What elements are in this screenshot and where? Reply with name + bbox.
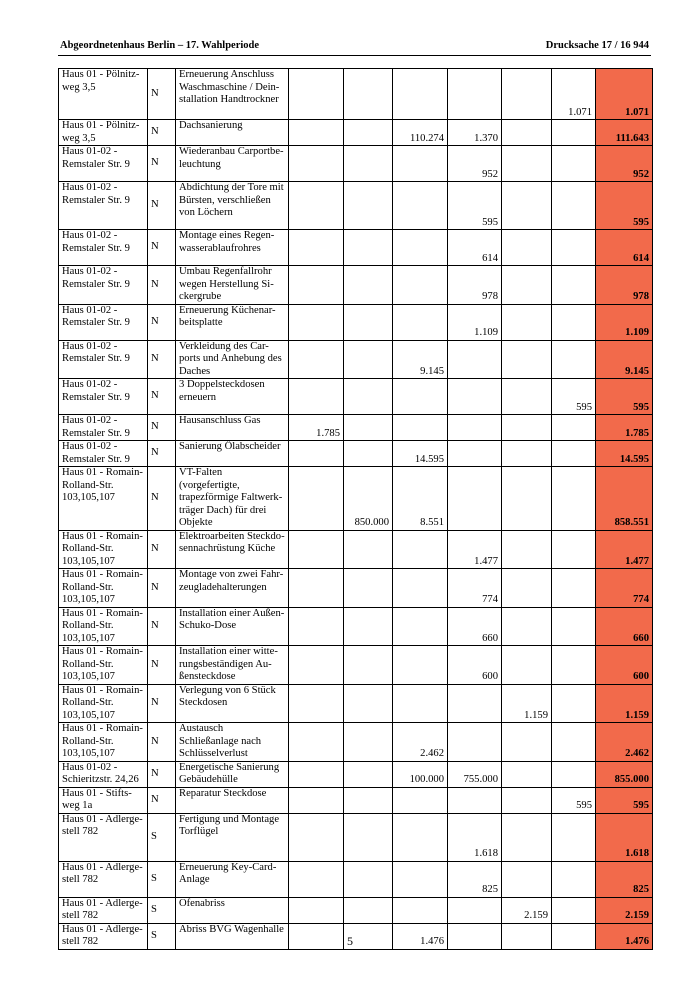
amount-cell xyxy=(502,530,552,569)
table-row xyxy=(59,607,653,646)
location-cell: Haus 01-02 - Remstaler Str. 9 xyxy=(59,415,148,441)
type-cell: S xyxy=(148,923,176,949)
amount-cell xyxy=(289,761,344,787)
amount-cell xyxy=(289,69,344,120)
amount-cell xyxy=(448,723,502,762)
amount-cell xyxy=(393,415,448,441)
amount-cell xyxy=(393,304,448,340)
amount-cell xyxy=(344,182,393,230)
amount-cell xyxy=(344,761,393,787)
location-cell: Haus 01-02 - Remstaler Str. 9 xyxy=(59,146,148,182)
total-cell: 614 xyxy=(596,230,653,266)
amount-cell xyxy=(289,379,344,415)
header-document-number: Drucksache 17 / 16 944 xyxy=(545,40,649,51)
amount-cell xyxy=(552,723,596,762)
amount-cell xyxy=(552,813,596,861)
type-cell: N xyxy=(148,379,176,415)
total-cell: 825 xyxy=(596,861,653,897)
description-cell: Erneuerung Anschluss Waschmaschine / Dein-stallation Handtrockner xyxy=(176,69,289,120)
amount-cell xyxy=(552,441,596,467)
description-cell: Hausanschluss Gas xyxy=(176,415,289,441)
description-cell: Verkleidung des Car-ports und Anhebung des Daches xyxy=(176,340,289,379)
location-cell: Haus 01-02 - Remstaler Str. 9 xyxy=(59,379,148,415)
amount-cell xyxy=(344,230,393,266)
amount-cell: 1.785 xyxy=(289,415,344,441)
location-cell: Haus 01 - Romain-Rolland-Str. 103,105,107 xyxy=(59,467,148,531)
amount-cell xyxy=(552,684,596,723)
amount-cell xyxy=(289,569,344,608)
amount-cell xyxy=(344,415,393,441)
amount-cell xyxy=(393,182,448,230)
type-cell: N xyxy=(148,120,176,146)
amount-cell xyxy=(552,340,596,379)
amount-cell xyxy=(502,441,552,467)
amount-cell: 110.274 xyxy=(393,120,448,146)
amount-cell xyxy=(344,646,393,685)
location-cell: Haus 01 - Stifts-weg 1a xyxy=(59,787,148,813)
amount-cell xyxy=(502,340,552,379)
table-row xyxy=(59,684,653,723)
amount-cell: 1.476 xyxy=(393,923,448,949)
type-cell: N xyxy=(148,723,176,762)
amount-cell xyxy=(502,761,552,787)
location-cell: Haus 01 - Pölnitz-weg 3,5 xyxy=(59,120,148,146)
location-cell: Haus 01 - Romain-Rolland-Str. 103,105,107 xyxy=(59,723,148,762)
amount-cell xyxy=(448,467,502,531)
type-cell: N xyxy=(148,69,176,120)
amount-cell xyxy=(289,467,344,531)
type-cell: N xyxy=(148,230,176,266)
description-cell: Umbau Regenfallrohr wegen Herstellung Si-ckergrube xyxy=(176,266,289,305)
amount-cell xyxy=(552,897,596,923)
type-cell: N xyxy=(148,607,176,646)
location-cell: Haus 01-02 - Remstaler Str. 9 xyxy=(59,340,148,379)
type-cell: S xyxy=(148,813,176,861)
amount-cell xyxy=(393,684,448,723)
description-cell: Energetische Sanierung Gebäudehülle xyxy=(176,761,289,787)
amount-cell xyxy=(502,569,552,608)
amount-cell xyxy=(289,230,344,266)
amount-cell xyxy=(393,146,448,182)
table-row xyxy=(59,266,653,305)
amount-cell xyxy=(502,230,552,266)
amount-cell xyxy=(502,607,552,646)
amount-cell xyxy=(393,230,448,266)
amount-cell xyxy=(289,441,344,467)
amount-cell xyxy=(552,607,596,646)
location-cell: Haus 01 - Romain-Rolland-Str. 103,105,107 xyxy=(59,569,148,608)
measures-table xyxy=(58,68,653,950)
amount-cell xyxy=(344,684,393,723)
amount-cell xyxy=(552,266,596,305)
amount-cell xyxy=(448,340,502,379)
amount-cell xyxy=(502,646,552,685)
amount-cell: 14.595 xyxy=(393,441,448,467)
amount-cell: 600 xyxy=(448,646,502,685)
total-cell: 1.071 xyxy=(596,69,653,120)
total-cell: 2.462 xyxy=(596,723,653,762)
table-row xyxy=(59,69,653,120)
amount-cell xyxy=(448,897,502,923)
amount-cell xyxy=(289,813,344,861)
description-cell: Abriss BVG Wagenhalle xyxy=(176,923,289,949)
amount-cell xyxy=(344,530,393,569)
description-cell: VT-Falten (vorgefertigte, trapezförmige Faltwerk-träger Dach) für drei Objekte xyxy=(176,467,289,531)
total-cell: 1.476 xyxy=(596,923,653,949)
amount-cell xyxy=(344,69,393,120)
total-cell: 858.551 xyxy=(596,467,653,531)
amount-cell: 1.618 xyxy=(448,813,502,861)
location-cell: Haus 01 - Romain-Rolland-Str. 103,105,107 xyxy=(59,530,148,569)
amount-cell xyxy=(289,897,344,923)
table-row xyxy=(59,646,653,685)
amount-cell xyxy=(393,897,448,923)
amount-cell xyxy=(448,684,502,723)
location-cell: Haus 01 - Adlerge-stell 782 xyxy=(59,923,148,949)
location-cell: Haus 01-02 - Remstaler Str. 9 xyxy=(59,230,148,266)
description-cell: Elektroarbeiten Steckdo-sennachrüstung Küche xyxy=(176,530,289,569)
amount-cell xyxy=(393,787,448,813)
table-row xyxy=(59,415,653,441)
amount-cell xyxy=(344,340,393,379)
table-row xyxy=(59,120,653,146)
table-row xyxy=(59,861,653,897)
amount-cell xyxy=(448,415,502,441)
amount-cell xyxy=(552,120,596,146)
amount-cell xyxy=(552,230,596,266)
table-row xyxy=(59,897,653,923)
total-cell: 1.159 xyxy=(596,684,653,723)
amount-cell xyxy=(502,467,552,531)
table-row xyxy=(59,340,653,379)
amount-cell xyxy=(552,761,596,787)
description-cell: Wiederanbau Carportbe-leuchtung xyxy=(176,146,289,182)
type-cell: N xyxy=(148,182,176,230)
amount-cell xyxy=(393,266,448,305)
amount-cell xyxy=(289,646,344,685)
amount-cell xyxy=(502,120,552,146)
type-cell: S xyxy=(148,861,176,897)
amount-cell xyxy=(289,182,344,230)
amount-cell xyxy=(448,379,502,415)
amount-cell xyxy=(393,530,448,569)
amount-cell xyxy=(502,861,552,897)
location-cell: Haus 01 - Adlerge-stell 782 xyxy=(59,897,148,923)
table-row xyxy=(59,230,653,266)
amount-cell xyxy=(448,441,502,467)
location-cell: Haus 01 - Romain-Rolland-Str. 103,105,107 xyxy=(59,684,148,723)
location-cell: Haus 01 - Pölnitz-weg 3,5 xyxy=(59,69,148,120)
location-cell: Haus 01 - Romain-Rolland-Str. 103,105,107 xyxy=(59,607,148,646)
description-cell: Installation einer Außen-Schuko-Dose xyxy=(176,607,289,646)
table-row xyxy=(59,813,653,861)
location-cell: Haus 01-02 - Remstaler Str. 9 xyxy=(59,182,148,230)
amount-cell xyxy=(552,569,596,608)
table-row xyxy=(59,761,653,787)
amount-cell: 755.000 xyxy=(448,761,502,787)
amount-cell: 978 xyxy=(448,266,502,305)
amount-cell xyxy=(344,266,393,305)
table-row xyxy=(59,467,653,531)
location-cell: Haus 01 - Adlerge-stell 782 xyxy=(59,813,148,861)
total-cell: 978 xyxy=(596,266,653,305)
amount-cell xyxy=(552,530,596,569)
amount-cell xyxy=(552,467,596,531)
amount-cell: 1.159 xyxy=(502,684,552,723)
amount-cell: 660 xyxy=(448,607,502,646)
amount-cell: 825 xyxy=(448,861,502,897)
amount-cell: 1.477 xyxy=(448,530,502,569)
amount-cell xyxy=(289,723,344,762)
type-cell: N xyxy=(148,530,176,569)
amount-cell: 614 xyxy=(448,230,502,266)
total-cell: 600 xyxy=(596,646,653,685)
total-cell: 1.477 xyxy=(596,530,653,569)
description-cell: Verlegung von 6 Stück Steckdosen xyxy=(176,684,289,723)
type-cell: S xyxy=(148,897,176,923)
amount-cell: 774 xyxy=(448,569,502,608)
amount-cell xyxy=(289,530,344,569)
amount-cell xyxy=(344,861,393,897)
amount-cell xyxy=(344,787,393,813)
amount-cell xyxy=(502,723,552,762)
amount-cell xyxy=(502,69,552,120)
amount-cell xyxy=(344,897,393,923)
amount-cell xyxy=(502,813,552,861)
amount-cell xyxy=(344,441,393,467)
type-cell: N xyxy=(148,787,176,813)
location-cell: Haus 01 - Romain-Rolland-Str. 103,105,107 xyxy=(59,646,148,685)
description-cell: 3 Doppelsteckdosen erneuern xyxy=(176,379,289,415)
amount-cell: 1.370 xyxy=(448,120,502,146)
amount-cell: 595 xyxy=(552,379,596,415)
amount-cell xyxy=(344,379,393,415)
type-cell: N xyxy=(148,646,176,685)
description-cell: Dachsanierung xyxy=(176,120,289,146)
table-row xyxy=(59,723,653,762)
location-cell: Haus 01-02 - Remstaler Str. 9 xyxy=(59,441,148,467)
amount-cell xyxy=(344,120,393,146)
amount-cell xyxy=(448,787,502,813)
amount-cell: 595 xyxy=(448,182,502,230)
amount-cell xyxy=(552,182,596,230)
amount-cell xyxy=(502,415,552,441)
amount-cell xyxy=(289,607,344,646)
amount-cell xyxy=(289,684,344,723)
page-header xyxy=(58,40,651,54)
amount-cell xyxy=(502,182,552,230)
location-cell: Haus 01-02 - Remstaler Str. 9 xyxy=(59,304,148,340)
amount-cell xyxy=(393,646,448,685)
amount-cell xyxy=(289,340,344,379)
amount-cell xyxy=(344,723,393,762)
amount-cell xyxy=(552,861,596,897)
description-cell: Erneuerung Küchenar-beitsplatte xyxy=(176,304,289,340)
type-cell: N xyxy=(148,467,176,531)
table-row xyxy=(59,146,653,182)
amount-cell: 1.071 xyxy=(552,69,596,120)
description-cell: Abdichtung der Tore mit Bürsten, verschließen von Löchern xyxy=(176,182,289,230)
amount-cell xyxy=(552,415,596,441)
total-cell: 1.618 xyxy=(596,813,653,861)
header-rule xyxy=(58,55,651,56)
amount-cell xyxy=(393,813,448,861)
description-cell: Montage eines Regen-wasserablaufrohres xyxy=(176,230,289,266)
amount-cell xyxy=(502,304,552,340)
total-cell: 595 xyxy=(596,379,653,415)
type-cell: N xyxy=(148,340,176,379)
amount-cell: 1.109 xyxy=(448,304,502,340)
amount-cell xyxy=(344,813,393,861)
total-cell: 660 xyxy=(596,607,653,646)
type-cell: N xyxy=(148,569,176,608)
total-cell: 1.109 xyxy=(596,304,653,340)
type-cell: N xyxy=(148,146,176,182)
amount-cell xyxy=(448,69,502,120)
total-cell: 952 xyxy=(596,146,653,182)
total-cell: 1.785 xyxy=(596,415,653,441)
amount-cell xyxy=(344,146,393,182)
amount-cell: 8.551 xyxy=(393,467,448,531)
description-cell: Montage von zwei Fahr-zeugladehalterungen xyxy=(176,569,289,608)
description-cell: Fertigung und Montage Torflügel xyxy=(176,813,289,861)
amount-cell xyxy=(552,304,596,340)
amount-cell xyxy=(502,146,552,182)
header-parliament: Abgeordnetenhaus Berlin – 17. Wahlperiode xyxy=(60,40,260,51)
description-cell: Erneuerung Key-Card-Anlage xyxy=(176,861,289,897)
type-cell: N xyxy=(148,415,176,441)
total-cell: 595 xyxy=(596,787,653,813)
amount-cell: 595 xyxy=(552,787,596,813)
table-row xyxy=(59,379,653,415)
table-row xyxy=(59,530,653,569)
amount-cell xyxy=(289,861,344,897)
table-body xyxy=(59,69,653,950)
amount-cell: 9.145 xyxy=(393,340,448,379)
type-cell: N xyxy=(148,304,176,340)
table-row xyxy=(59,787,653,813)
amount-cell xyxy=(393,861,448,897)
description-cell: Sanierung Ölabscheider xyxy=(176,441,289,467)
type-cell: N xyxy=(148,441,176,467)
table-row xyxy=(59,182,653,230)
amount-cell xyxy=(289,120,344,146)
table-row xyxy=(59,304,653,340)
type-cell: N xyxy=(148,761,176,787)
amount-cell xyxy=(552,146,596,182)
page-number: 5 xyxy=(347,934,353,948)
amount-cell xyxy=(502,787,552,813)
location-cell: Haus 01-02 - Remstaler Str. 9 xyxy=(59,266,148,305)
type-cell: N xyxy=(148,266,176,305)
total-cell: 774 xyxy=(596,569,653,608)
description-cell: Ofenabriss xyxy=(176,897,289,923)
description-cell: Reparatur Steckdose xyxy=(176,787,289,813)
amount-cell xyxy=(393,569,448,608)
type-cell: N xyxy=(148,684,176,723)
total-cell: 2.159 xyxy=(596,897,653,923)
amount-cell xyxy=(344,569,393,608)
amount-cell xyxy=(344,607,393,646)
amount-cell: 952 xyxy=(448,146,502,182)
total-cell: 9.145 xyxy=(596,340,653,379)
location-cell: Haus 01-02 - Schieritzstr. 24,26 xyxy=(59,761,148,787)
amount-cell: 2.159 xyxy=(502,897,552,923)
amount-cell xyxy=(502,266,552,305)
amount-cell xyxy=(289,146,344,182)
amount-cell: 2.462 xyxy=(393,723,448,762)
amount-cell: 850.000 xyxy=(344,467,393,531)
amount-cell: 100.000 xyxy=(393,761,448,787)
amount-cell xyxy=(393,69,448,120)
description-cell: Installation einer witte-rungsbeständigen Au-ßensteckdose xyxy=(176,646,289,685)
amount-cell xyxy=(289,304,344,340)
amount-cell xyxy=(289,787,344,813)
amount-cell xyxy=(344,304,393,340)
amount-cell xyxy=(393,607,448,646)
table-row xyxy=(59,569,653,608)
location-cell: Haus 01 - Adlerge-stell 782 xyxy=(59,861,148,897)
description-cell: Austausch Schließanlage nach Schlüsselverlust xyxy=(176,723,289,762)
table-row xyxy=(59,441,653,467)
amount-cell xyxy=(552,646,596,685)
total-cell: 14.595 xyxy=(596,441,653,467)
total-cell: 111.643 xyxy=(596,120,653,146)
amount-cell xyxy=(289,266,344,305)
amount-cell xyxy=(502,379,552,415)
amount-cell xyxy=(393,379,448,415)
total-cell: 595 xyxy=(596,182,653,230)
total-cell: 855.000 xyxy=(596,761,653,787)
